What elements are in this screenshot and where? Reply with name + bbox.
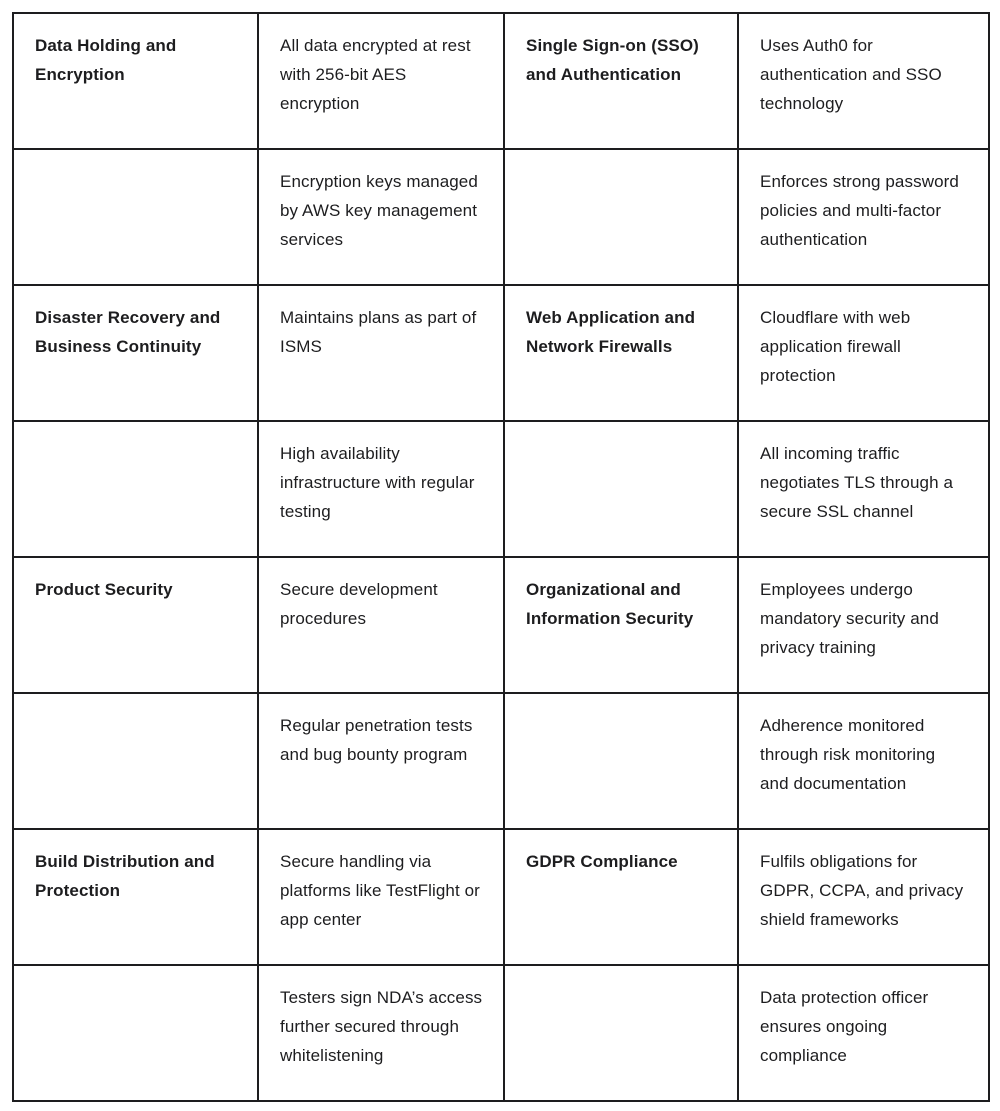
- category-cell: [504, 149, 738, 285]
- category-cell: [13, 421, 258, 557]
- category-cell: [504, 693, 738, 829]
- detail-cell: Fulfils obligations for GDPR, CCPA, and privacy shield frameworks: [738, 829, 989, 965]
- detail-cell: Secure development procedures: [258, 557, 504, 693]
- detail-cell: Uses Auth0 for authentication and SSO technology: [738, 13, 989, 149]
- category-cell: Single Sign-on (SSO) and Authentication: [504, 13, 738, 149]
- detail-cell: Adherence monitored through risk monitoring and documentation: [738, 693, 989, 829]
- detail-cell: Data protection officer ensures ongoing compliance: [738, 965, 989, 1101]
- category-cell: Data Holding and Encryption: [13, 13, 258, 149]
- detail-cell: Regular penetration tests and bug bounty program: [258, 693, 504, 829]
- category-cell: Build Distribution and Protection: [13, 829, 258, 965]
- category-cell: Disaster Recovery and Business Continuity: [13, 285, 258, 421]
- table-row: [13, 149, 989, 285]
- category-cell: Product Security: [13, 557, 258, 693]
- detail-cell: Employees undergo mandatory security and privacy training: [738, 557, 989, 693]
- table-row: [13, 965, 989, 1101]
- table-row: [13, 557, 989, 693]
- category-cell: [13, 149, 258, 285]
- table-row: [13, 285, 989, 421]
- security-compliance-table: [12, 12, 990, 1102]
- table-row: [13, 13, 989, 149]
- detail-cell: Enforces strong password policies and multi-factor authentication: [738, 149, 989, 285]
- category-cell: [13, 693, 258, 829]
- category-cell: GDPR Compliance: [504, 829, 738, 965]
- detail-cell: Secure handling via platforms like TestFlight or app center: [258, 829, 504, 965]
- category-cell: [13, 965, 258, 1101]
- table-row: [13, 693, 989, 829]
- table-row: [13, 421, 989, 557]
- detail-cell: All incoming traffic negotiates TLS through a secure SSL channel: [738, 421, 989, 557]
- detail-cell: All data encrypted at rest with 256-bit AES encryption: [258, 13, 504, 149]
- category-cell: [504, 421, 738, 557]
- detail-cell: Testers sign NDA’s access further secured through whitelistening: [258, 965, 504, 1101]
- table-row: [13, 829, 989, 965]
- detail-cell: Cloudflare with web application firewall protection: [738, 285, 989, 421]
- detail-cell: Encryption keys managed by AWS key management services: [258, 149, 504, 285]
- category-cell: [504, 965, 738, 1101]
- category-cell: Organizational and Information Security: [504, 557, 738, 693]
- category-cell: Web Application and Network Firewalls: [504, 285, 738, 421]
- detail-cell: High availability infrastructure with regular testing: [258, 421, 504, 557]
- detail-cell: Maintains plans as part of ISMS: [258, 285, 504, 421]
